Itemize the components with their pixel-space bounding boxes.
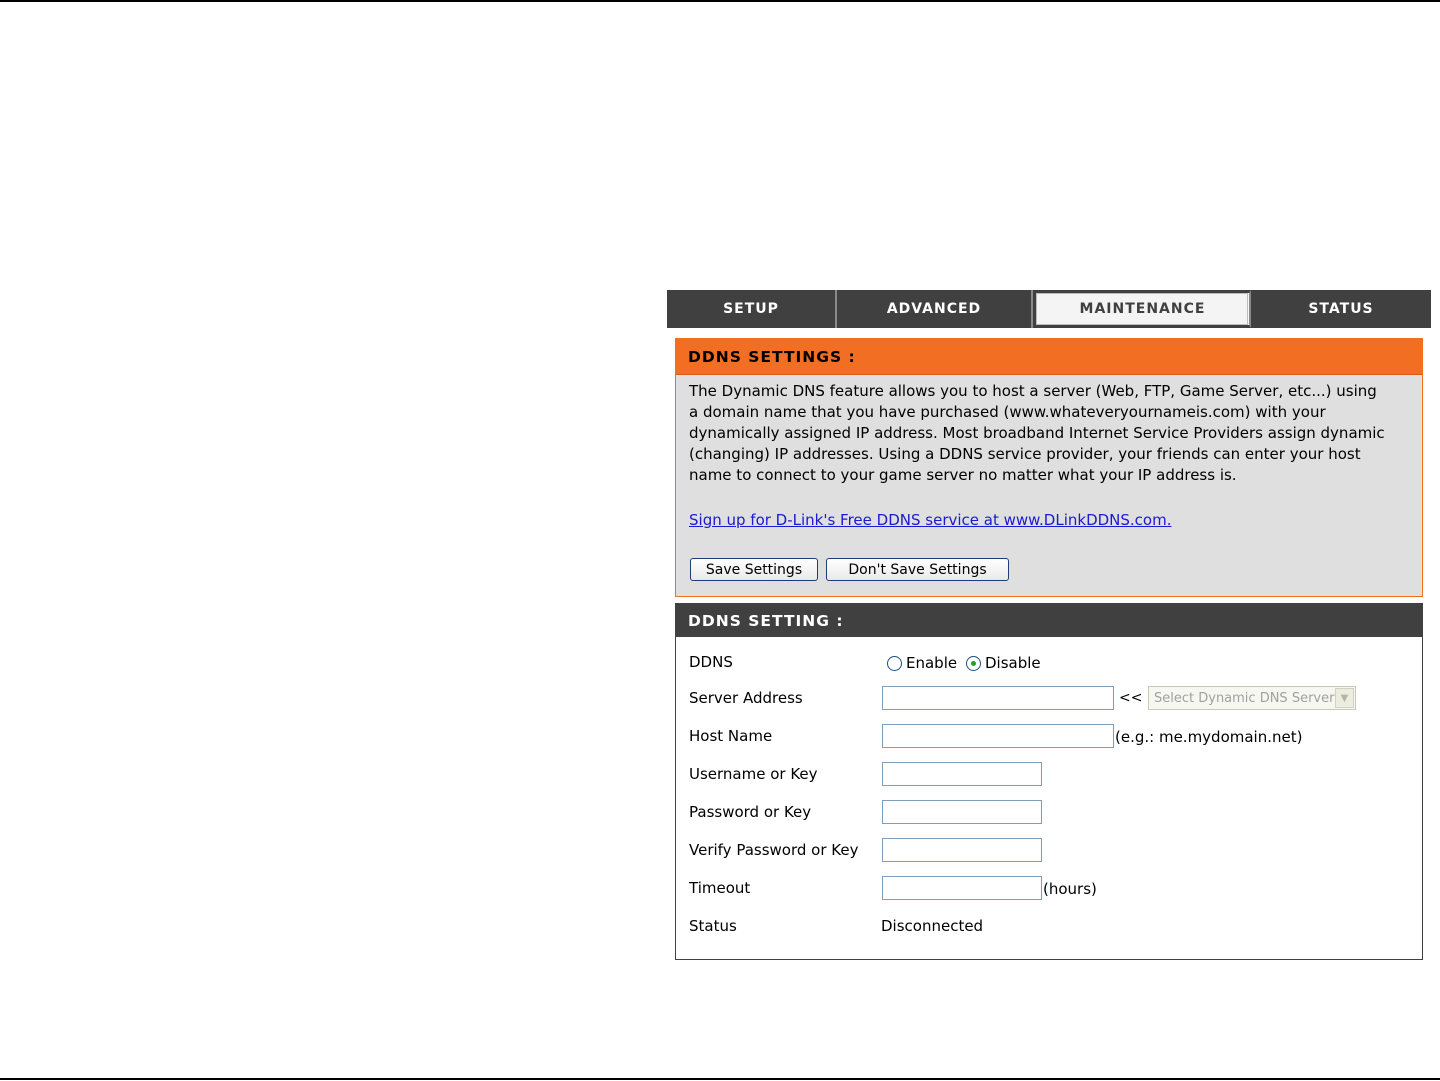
verify-password-input[interactable]	[882, 838, 1042, 862]
dynamic-dns-server-select[interactable]	[1148, 686, 1356, 710]
ddns-enable-option[interactable]	[887, 654, 957, 672]
top-rule	[0, 0, 1440, 2]
timeout-unit: (hours)	[1043, 880, 1097, 898]
username-input[interactable]	[882, 762, 1042, 786]
main-tab-bar	[667, 290, 1431, 328]
password-input[interactable]	[882, 800, 1042, 824]
password-label: Password or Key	[689, 803, 812, 821]
bottom-rule	[0, 1078, 1440, 1080]
info-description: The Dynamic DNS feature allows you to host a server (Web, FTP, Game Server, etc...) using a domain name that you have purchased (www.whateveryournameis.com) with your dynamically assigned IP address. Most broadband Internet Service Providers assign dynamic (changing) IP addresses. Using a DDNS service provider, your friends can enter your host name to connect to your game server no matter what your IP address is.	[689, 382, 1385, 484]
settings-panel-title: DDNS SETTING :	[676, 604, 1422, 637]
save-settings-button[interactable]: Save Settings	[690, 558, 818, 581]
timeout-input[interactable]	[882, 876, 1042, 900]
ddns-label: DDNS	[689, 653, 733, 671]
server-address-input[interactable]	[882, 686, 1114, 710]
ddns-disable-option[interactable]	[966, 654, 1041, 672]
status-label: Status	[689, 917, 737, 935]
select-placeholder: Select Dynamic DNS Server	[1154, 690, 1335, 706]
dlink-ddns-signup-link[interactable]: Sign up for D-Link's Free DDNS service at www.DLinkDDNS.com.	[689, 511, 1172, 529]
username-label: Username or Key	[689, 765, 818, 783]
ddns-enable-radio[interactable]	[887, 656, 902, 671]
host-name-label: Host Name	[689, 727, 773, 745]
ddns-disable-radio[interactable]	[966, 656, 981, 671]
dont-save-settings-button[interactable]: Don't Save Settings	[826, 558, 1009, 581]
host-name-input[interactable]	[882, 724, 1114, 748]
info-panel-title: DDNS SETTINGS :	[676, 339, 1422, 375]
server-select-arrow: <<	[1119, 690, 1143, 706]
tab-setup[interactable]: SETUP	[667, 290, 837, 328]
tab-maintenance[interactable]: MAINTENANCE	[1033, 290, 1251, 328]
host-name-hint: (e.g.: me.mydomain.net)	[1115, 728, 1303, 746]
tab-status[interactable]: STATUS	[1308, 301, 1374, 317]
timeout-label: Timeout	[689, 879, 751, 897]
ddns-disable-label: Disable	[985, 654, 1041, 672]
server-address-label: Server Address	[689, 689, 803, 707]
status-value: Disconnected	[881, 917, 984, 935]
verify-password-label: Verify Password or Key	[689, 841, 859, 859]
ddns-enable-label: Enable	[906, 654, 958, 672]
ddns-info-panel	[675, 338, 1423, 597]
chevron-down-icon[interactable]: ▼	[1335, 688, 1354, 708]
tab-advanced[interactable]: ADVANCED	[837, 290, 1033, 328]
ddns-setting-panel	[675, 603, 1423, 960]
